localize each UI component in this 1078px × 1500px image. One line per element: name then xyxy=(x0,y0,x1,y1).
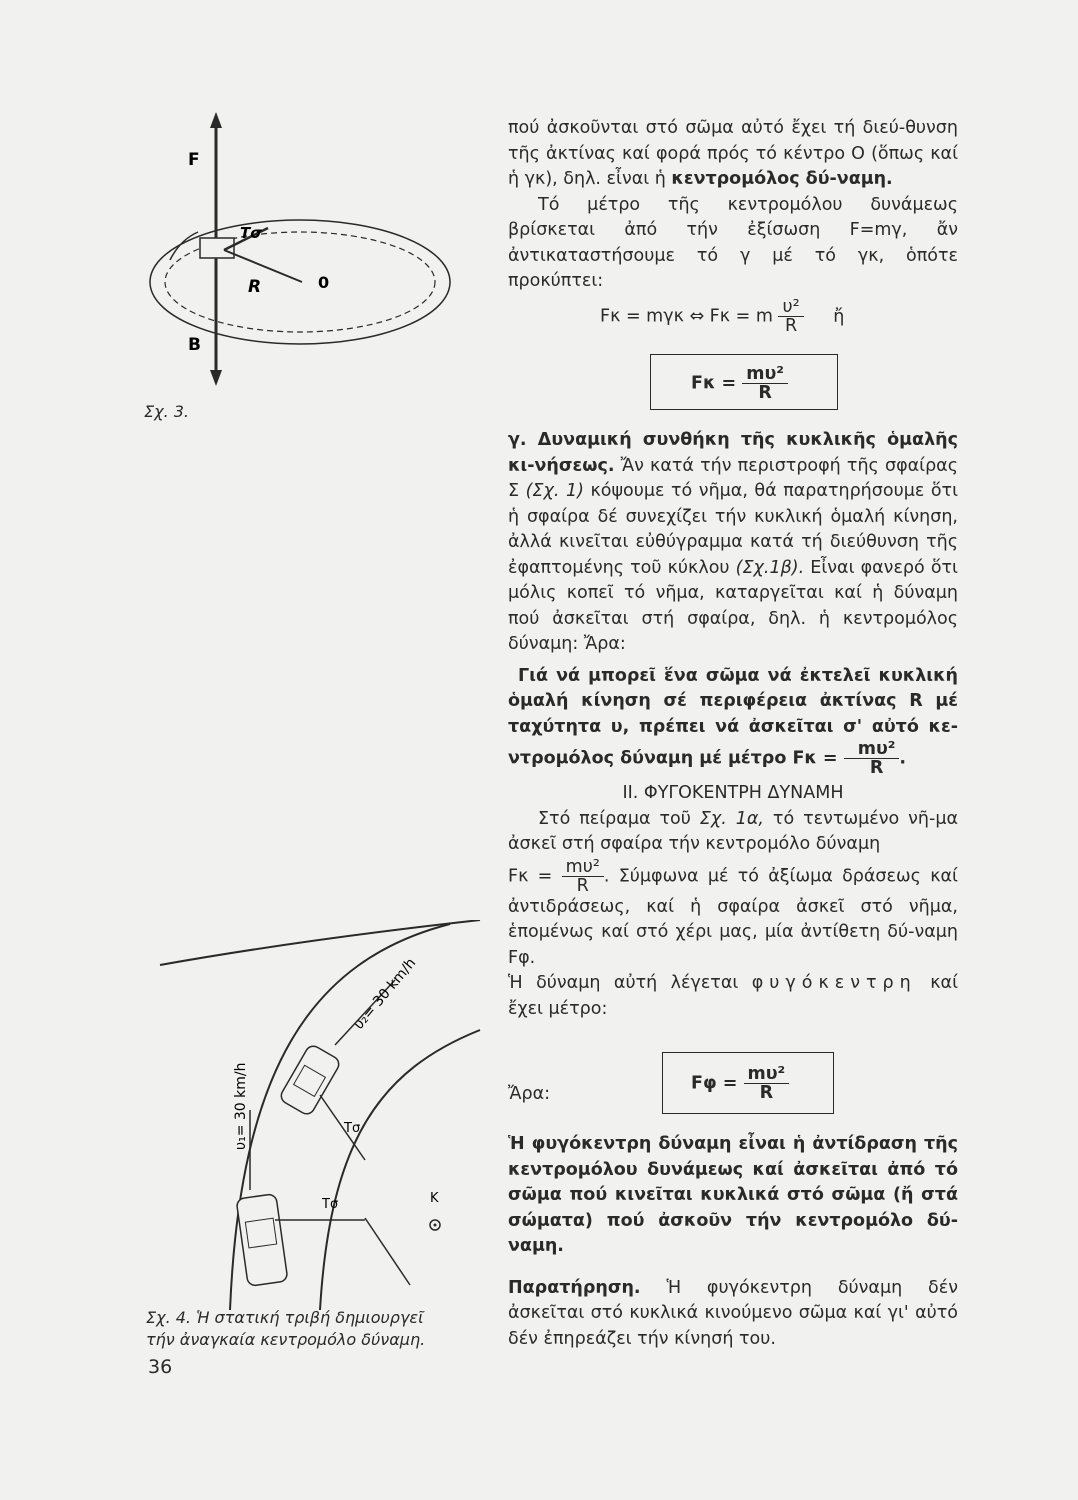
radius-line xyxy=(224,250,302,282)
rule-centrifugal: Ἡ φυγόκεντρη δύναμη εἶναι ἡ ἀντίδραση τῆς κεντρομόλου δυνάμεως καί ἀσκεῖται ἀπό τό σῶμα πού κινεῖται κυκλικά στό σῶμα (ἤ στά σώματα) πού ἀσκοῦν τήν κεντρομόλο δύ-ναμη. xyxy=(508,1134,958,1256)
fig3-label-F: F xyxy=(188,150,200,170)
fig3-label-B: B xyxy=(188,335,201,355)
figure-4 xyxy=(150,920,490,1320)
text-column-section-g xyxy=(508,428,958,1022)
fig4-label-T2: Tσ xyxy=(322,1197,339,1212)
boxed-formula-centripetal: Fκ = $\frac{\text{mυ²}}{R}$ xyxy=(650,354,838,410)
fig4-label-K: K xyxy=(430,1191,439,1206)
road-right-edge xyxy=(320,1030,480,1310)
rule-centripetal: Γιά νά μπορεῖ ἕνα σῶμα νά ἐκτελεῖ κυκλική ὁμαλή κίνηση σέ περιφέρεια ἀκτίνας R μέ ταχύτητα υ, πρέπει νά ἀσκεῖται σ' αὐτό κε-ντρομόλος δύναμη μέ μέτρο Fκ = $\frac{\text{mυ²}}{R}$ . xyxy=(508,665,958,778)
text-column-bottom xyxy=(508,1132,958,1352)
text-column-top xyxy=(508,116,958,295)
formula-centripetal-derivation: Fκ = mγκ ⇔ Fκ = m $\frac{\text{υ²}}{R}$ ἤ xyxy=(600,297,845,336)
paragraph-3: Στό πείραμα τοῦ Σχ. 1α, τό τεντωμένο νῆ-μα ἀσκεῖ στή σφαίρα τήν κεντρομόλο δύναμη xyxy=(508,808,958,854)
page-number: 36 xyxy=(148,1356,173,1378)
arrow-up-icon xyxy=(210,112,222,128)
paragraph-1: πού ἀσκοῦνται στό σῶμα αὐτό ἔχει τή διεύ-θυνση τῆς ἀκτίνας καί φορά πρός τό κέντρο Ο (ὅπως καί ἡ γκ), δηλ. εἶναι ἡ κεντρομόλος δύ-ναμη. xyxy=(508,118,958,189)
boxed-formula-centrifugal: Fφ = $\frac{\text{mυ²}}{R}$ xyxy=(662,1052,834,1114)
fig3-label-O: 0 xyxy=(318,273,330,292)
fig4-label-T1: Tσ xyxy=(344,1121,361,1136)
fig4-caption-line1: Σχ. 4. Ἡ στατική τριβή δημιουργεῖ xyxy=(146,1308,424,1327)
fig4-label-u1: υ₁= 30 km/h xyxy=(233,1062,249,1150)
lower-car xyxy=(236,1194,288,1287)
paragraph-2: Τό μέτρο τῆς κεντρομόλου δυνάμεως βρίσκεται ἀπό τήν ἐξίσωση F=mγ, ἄν ἀντικαταστήσουμε τό γ μέ τό γκ, ὁπότε προκύπτει: xyxy=(508,194,958,291)
fig3-label-R: R xyxy=(248,277,262,297)
section-g-paragraph: γ. Δυναμική συνθήκη τῆς κυκλικῆς ὁμαλῆς κι-νήσεως. Ἄν κατά τήν περιστροφή τῆς σφαίρας Σ (Σχ. 1) κόψουμε τό νῆμα, θά παρατηρήσουμε ὅτι ἡ σφαίρα δέ συνεχίζει τήν κυκλική ὁμαλή κίνηση, ἀλλά κινεῖται εὐθύγραμμα κατά τή διεύθυνση τῆς ἐφαπτομένης τοῦ κύκλου (Σχ.1β). Εἶναι φανερό ὅτι μόλις κοπεῖ τό νῆμα, καταργεῖται καί ἡ δύναμη πού ἀσκεῖται στή σφαίρα, δηλ. ἡ κεντρομόλος δύναμη: Ἄρα: xyxy=(508,430,958,654)
figure-3 xyxy=(140,110,460,410)
paragraph-3-formula: Fκ = $\frac{\text{mυ²}}{R}$ . Σύμφωνα μέ τό ἀξίωμα δράσεως καί ἀντιδράσεως, καί ἡ σφαίρα ἀσκεῖ στό νῆμα, ἑπομένως καί στό χέρι μας, μία ἀντίθετη δύ-ναμη Fφ. xyxy=(508,856,958,968)
fig3-label-T: Tσ xyxy=(240,224,262,242)
motion-arrow xyxy=(170,232,198,260)
fig4-caption-line2: τήν ἀναγκαία κεντρομόλο δύναμη. xyxy=(146,1330,426,1349)
upper-car xyxy=(278,1043,341,1116)
fig3-caption: Σχ. 3. xyxy=(144,402,190,421)
ara-label: Ἄρα: xyxy=(508,1084,550,1104)
arrow-down-icon xyxy=(210,370,222,386)
fig4-label-u2: υ₂= 30 km/h xyxy=(350,955,420,1033)
heading-centrifugal: II. ΦΥΓΟΚΕΝΤΡΗ ΔΥΝΑΜΗ xyxy=(622,783,844,803)
radius-line-lower xyxy=(365,1218,410,1285)
paragraph-4: Ἡ δύναμη αὐτή λέγεται φυγόκεντρη καί ἔχει μέτρο: xyxy=(508,973,958,1019)
road-outer-edge xyxy=(160,920,480,965)
note-paragraph: Παρατήρηση. Ἡ φυγόκεντρη δύναμη δέν ἀσκεῖται στό κυκλικά κινούμενο σῶμα καί γι' αὐτό δέν ἐπηρεάζει τήν κίνησή του. xyxy=(508,1277,958,1349)
